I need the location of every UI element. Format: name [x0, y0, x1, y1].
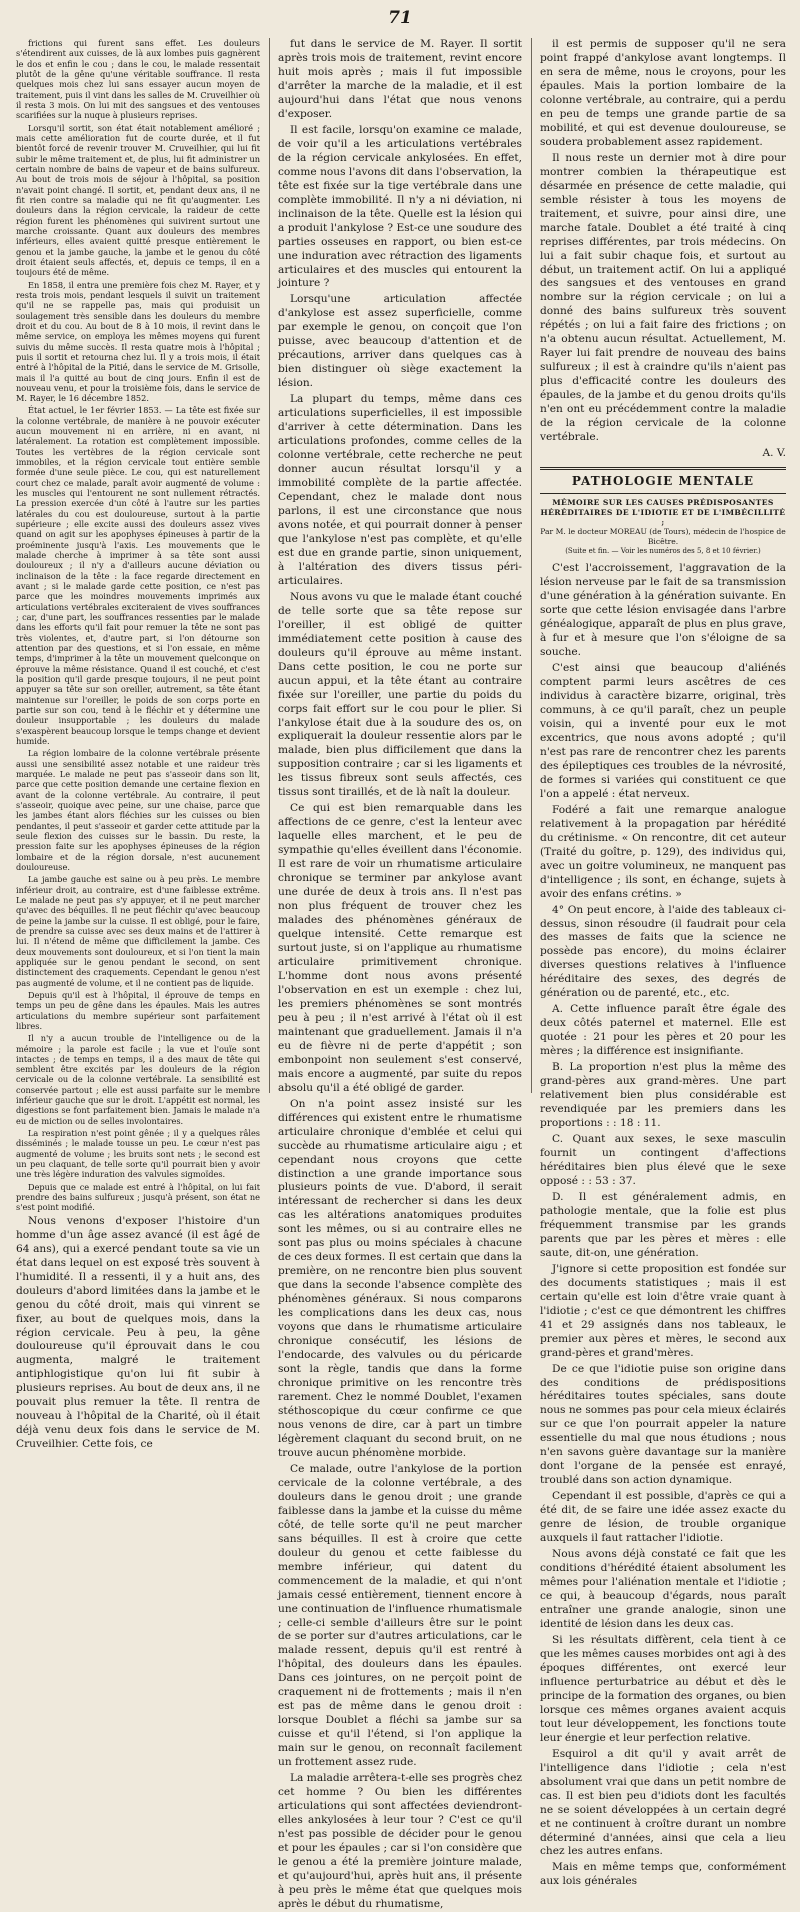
heading-rule: [540, 493, 786, 494]
paragraph: Ce malade, outre l'ankylose de la portion cervicale de la colonne vertébrale, a des douleurs dans le genou droit ; une grande faiblesse dans la jambe et la cuisse du même côté, de telle sorte qu'il ne peut marcher sans béquilles. Il est à croire que cette douleur du genou et cette faiblesse du membre inférieur, qui datent du commencement de la maladie, et qui n'ont jamais cessé entièrement, tiennent encore à une continuation de l'influence rhumatismale ; celle-ci semble d'ailleurs être sur le point de se porter sur d'autres articulations, car le malade ressent, depuis qu'il est rentré à l'hôpital, des douleurs dans les épaules. Dans ces jointures, on ne perçoit point de craquement ni de frottements ; mais il n'en est pas de même dans le genou droit : lorsque Doublet a fléchi sa jambe sur sa cuisse et qu'il l'étend, si l'on applique la main sur le genou, on reconnaît facilement un frottement assez rude.: [278, 1462, 522, 1769]
paragraph: Il n'y a aucun trouble de l'intelligence ou de la mémoire ; la parole est facile ; la vue et l'ouïe sont intactes ; de temps en temps, il a des maux de tête qui semblent être excités par les douleurs de la région cervicale ou de la colonne vertébrale. La sensibilité est conservée partout ; elle est aussi parfaite sur le membre inférieur gauche que sur le droit. L'appétit est normal, les digestions se font parfaitement bien. Jamais le malade n'a eu de miction ou de selles involontaires.: [16, 1033, 260, 1126]
paragraph: Esquirol a dit qu'il y avait arrêt de l'intelligence dans l'idiotie ; cela n'est absolument vrai que dans un petit nombre de cas. Il est bien peu d'idiots dont les facultés ne se soient développées à un certain degré et ne continuent à croître durant un nombre déterminé d'années, ainsi que cela a lieu chez les autres enfans.: [540, 1747, 786, 1858]
paragraph: Depuis que ce malade est entré à l'hôpital, on lui fait prendre des bains sulfureux ; jusqu'à présent, son état ne s'est point modifié.: [16, 1181, 260, 1213]
paragraph: C'est l'accroissement, l'aggravation de la lésion nerveuse par le fait de sa transmission d'une génération à la génération suivante. En sorte que cette lésion envisagée dans l'arbre généalogique, apparaît de plus en plus grave, à fur et à mesure que l'on s'éloigne de sa souche.: [540, 562, 786, 659]
paragraph: Nous avons déjà constaté ce fait que les conditions d'hérédité étaient absolument les mêmes pour l'aliénation mentale et l'idiotie ; ce qui, à beaucoup d'égards, nous paraît entraîner une grande analogie, sinon une identité de lésion dans les deux cas.: [540, 1548, 786, 1630]
column-left: [16, 38, 260, 1451]
paragraph: A. Cette influence paraît être égale des deux côtés paternel et maternel. Elle est quotée : 21 pour les pères et 20 pour les mères ; la différence est insignifiante.: [540, 1003, 786, 1058]
section-heading: PATHOLOGIE MENTALE: [571, 474, 755, 489]
continuation-note: (Suite et fin. — Voir les numéros des 5, 8 et 10 février.): [565, 547, 761, 556]
paragraph: Lorsqu'une articulation affectée d'ankylose est assez superficielle, comme par exemple le genou, on conçoit que l'on puisse, avec beaucoup d'attention et de précautions, arriver dans quelques cas à bien distinguer où siège exactement la lésion.: [278, 293, 522, 390]
paragraph: Fodéré a fait une remarque analogue relativement à la propagation par hérédité du crétinisme. « On rencontre, dit cet auteur (Traité du goître, p. 129), des individus qui, avec un goitre volumineux, ne manquent pas d'intelligence ; ils sont, en échange, sujets à avoir des enfans crétins. »: [540, 803, 786, 900]
column-divider: [269, 38, 270, 1093]
paragraph: Il est facile, lorsqu'on examine ce malade, de voir qu'il a les articulations vertébrales de la région cervicale ankylosées. En effet, comme nous l'avons dit dans l'observation, la tête est fixée sur la tige vertébrale dans une complète immobilité. Il n'y a ni déviation, ni inclinaison de la tête. Quelle est la lésion qui a produit l'ankylose ? Est-ce une soudure des parties osseuses en rapport, ou bien est-ce une induration avec rétraction des ligaments articulaires et des muscles qui entourent la jointure ?: [278, 123, 522, 290]
commentary-text: [16, 1215, 260, 1452]
paragraph: On n'a point assez insisté sur les différences qui existent entre le rhumatisme articulaire chronique d'emblée et celui qui succède au rhumatisme articulaire aigu ; et cependant nous croyons que cette distinction a une grande importance sous plusieurs points de vue. D'abord, il serait intéressant de rechercher si dans les deux cas les altérations anatomiques produites sont les mêmes, ou si au contraire elles ne sont pas plus ou moins spéciales à chacune de ces deux formes. Il est certain que dans la première, on ne rencontre bien plus souvent que dans la seconde l'absence complète des phénomènes généraux. Si nous comparons les complications dans les deux cas, nous voyons que dans le rhumatisme articulaire chronique consécutif, les lésions de l'endocarde, des valvules ou du péricarde sont la règle, tandis que dans la forme chronique primitive on les rencontre très rarement. Chez le nommé Doublet, l'examen stéthoscopique du cœur confirme ce que nous venons de dire, car à part un timbre légèrement claquant du second bruit, on ne trouve aucun phénomène morbide.: [278, 1097, 522, 1459]
paragraph: D. Il est généralement admis, en pathologie mentale, que la folie est plus fréquemment transmise par les grands parents que par les pères et mères : elle saute, dit-on, une génération.: [540, 1190, 786, 1259]
paragraph: B. La proportion n'est plus la même des grand-pères aux grand-mères. Une part relativement bien plus considérable est revendiquée par les premiers dans les proportions : : 18 : 11.: [540, 1061, 786, 1130]
paragraph: frictions qui furent sans effet. Les douleurs s'étendirent aux cuisses, de là aux lombes puis gagnèrent le dos et enfin le cou ; dans le cou, le malade ressentait plutôt de la gêne qu'une véritable souffrance. Il resta quelques mois chez lui sans essayer aucun moyen de traitement, puis il vint dans les salles de M. Cruveilhier où il resta 3 mois. On lui mit des sangsues et des ventouses scarifiées sur la nuque à plusieurs reprises.: [16, 38, 260, 121]
paragraph: Depuis qu'il est à l'hôpital, il éprouve de temps en temps un peu de gêne dans les épaules. Mais les autres articulations du membre supérieur sont parfaitement libres.: [16, 989, 260, 1031]
column-middle: [278, 38, 522, 1910]
paragraph: Il nous reste un dernier mot à dire pour montrer combien la thérapeutique est désarmée en présence de cette maladie, qui semble résister à tous les moyens de traitement, et suivre, pour ainsi dire, une marche fatale. Doublet a été traité à cinq reprises différentes, par trois médecins. On lui a fait subir chaque fois, et surtout au début, un traitement actif. On lui a appliqué des sangsues et des ventouses en grand nombre sur la région cervicale ; on lui a donné des bains sulfureux très souvent répétés ; on lui a fait faire des frictions ; on n'a obtenu aucun résultat. Actuellement, M. Rayer lui fait prendre de nouveau des bains sulfureux ; il est à craindre qu'ils n'aient pas plus d'efficacité contre les douleurs des épaules, de la jambe et du genou droits qu'ils n'en ont eu précédemment contre la maladie de la région cervicale de la colonne vertébrale.: [540, 151, 786, 444]
paragraph: La maladie arrêtera-t-elle ses progrès chez cet homme ? Ou bien les différentes articulations qui sont affectées deviendront-elles ankylosées à leur tour ? C'est ce qu'il n'est pas possible de décider pour le genou et pour les épaules ; car si l'on considère que le genou a été la première jointure malade, et qu'aujourd'hui, après huit ans, il présente à peu près le même état que quelques mois après le début du rhumatisme,: [278, 1772, 522, 1910]
paragraph: En 1858, il entra une première fois chez M. Rayer, et y resta trois mois, pendant lesquels il suivit un traitement qu'il ne se rappelle pas, mais qui produisit un soulagement très sensible dans les douleurs du membre droit et du cou. Au bout de 8 à 10 mois, il revint dans le même service, on employa les mêmes moyens qui furent suivis du même succès. Il resta quatre mois à l'hôpital ; puis il sortit et retourna chez lui. Il y a trois mois, il était entré à l'hôpital de la Pitié, dans le service de M. Grisolle, mais il l'a quitté au bout de cinq jours. Enfin il est de nouveau venu, et pour la troisième fois, dans le service de M. Rayer, le 16 décembre 1852.: [16, 279, 260, 404]
paragraph: C'est ainsi que beaucoup d'aliénés comptent parmi leurs ascêtres de ces individus à caractère bizarre, original, très communs, à ce qu'il paraît, chez un peuple voisin, qui a inventé pour eux le mot excentrics, que nous avons adopté ; qu'il n'est pas rare de rencontrer chez les parents des épileptiques ces troubles de la névrosité, de formes si variées qui constituent ce que l'on a appelé : état nerveux.: [540, 662, 786, 800]
column-right: [540, 38, 786, 1888]
page-number: 71: [388, 8, 412, 28]
observation-text: [16, 38, 260, 1213]
paragraph: J'ignore si cette proposition est fondée sur des documents statistiques ; mais il est certain qu'elle est loin d'être vraie quant à l'idiotie ; c'est ce que démontrent les chiffres 41 et 29 assignés dans nos tableaux, le premier aux pères et mères, le second aux grand-pères et grand'mères.: [540, 1262, 786, 1359]
paragraph: De ce que l'idiotie puise son origine dans des conditions de prédispositions héréditaires toutes spéciales, sans doute nous ne sommes pas pour cela mieux éclairés sur ce que l'on pourrait appeler la nature essentielle du mal que nous étudions ; nous n'en savons guère davantage sur la manière dont l'organe de la pensée est enrayé, troublé dans son action dynamique.: [540, 1362, 786, 1487]
section-divider: [540, 467, 786, 470]
paragraph: Si les résultats diffèrent, cela tient à ce que les mêmes causes morbides ont agi à des époques différentes, ont exercé leur influence perturbatrice au début et dès le principe de la formation des organes, ou bien lorsque ces mêmes organes avaient acquis tout leur développement, les fonctions toute leur énergie et leur perfection relative.: [540, 1633, 786, 1744]
article-title: MÉMOIRE SUR LES CAUSES PRÉDISPOSANTES HÉRÉDITAIRES DE L'IDIOTIE ET DE L'IMBÉCILLITÉ ;: [540, 497, 786, 527]
paragraph: Nous avons vu que le malade étant couché de telle sorte que sa tête repose sur l'oreiller, il est obligé de quitter immédiatement cette position à cause des douleurs qu'il éprouve au même instant. Dans cette position, le cou ne porte sur aucun appui, et la tête étant au contraire fixée sur l'oreiller, une partie du poids du corps fait effort sur le cou pour le plier. Si l'ankylose était due à la soudure des os, on expliquerait la douleur ressentie alors par le malade, bien plus difficilement que dans la supposition contraire ; car si les ligaments et les tissus fibreux sont seuls affectés, ces tissus sont tiraillés, et de là naît la douleur.: [278, 590, 522, 799]
paragraph: Ce qui est bien remarquable dans les affections de ce genre, c'est la lenteur avec laquelle elles marchent, et le peu de sympathie qu'elles éveillent dans l'économie. Il est rare de voir un rhumatisme articulaire chronique se terminer par ankylose avant une durée de deux à trois ans. Il n'est pas non plus fréquent de trouver chez les malades des phénomènes généraux de quelque intensité. Cette remarque est surtout juste, si on l'applique au rhumatisme articulaire primitivement chronique. L'homme dont nous avons présenté l'observation en est un exemple : chez lui, les premiers phénomènes se sont montrés peu à peu ; il n'est arrivé à l'état où il est maintenant que graduellement. Jamais il n'a eu de fièvre ni de perte d'appétit ; son embonpoint non seulement s'est conservé, mais encore a augmenté, par suite du repos absolu qu'il a été obligé de garder.: [278, 802, 522, 1094]
author-signature: A. V.: [762, 447, 786, 460]
paragraph: Cependant il est possible, d'après ce qui a été dit, de se faire une idée assez exacte du genre de lésion, de trouble organique auxquels il faut rattacher l'idiotie.: [540, 1490, 786, 1545]
paragraph: il est permis de supposer qu'il ne sera point frappé d'ankylose avant longtemps. Il en sera de même, nous le croyons, pour les épaules. Mais la portion lombaire de la colonne vertébrale, au contraire, qui a perdu en peu de temps une grande partie de sa mobilité, et qui est devenue douloureuse, se soudera probablement assez rapidement.: [540, 38, 786, 148]
paragraph: fut dans le service de M. Rayer. Il sortit après trois mois de traitement, revint encore huit mois après ; mais il fut impossible d'arrêter la marche de la maladie, et il est aujourd'hui dans l'état que nous venons d'exposer.: [278, 38, 522, 120]
paragraph: Nous venons d'exposer l'histoire d'un homme d'un âge assez avancé (il est âgé de 64 ans), qui a exercé pendant toute sa vie un état dans lequel on est exposé très souvent à l'humidité. Il a ressenti, il y a huit ans, des douleurs d'abord limitées dans la jambe et le genou du côté droit, mais qui vinrent se fixer, au bout de quelques mois, dans la région cervicale. Peu à peu, la gêne douloureuse qu'il éprouvait dans le cou augmenta, malgré le traitement antiphlogistique qu'on lui fit subir à plusieurs reprises. Au bout de deux ans, il ne pouvait plus remuer la tête. Il rentra de nouveau à l'hôpital de la Charité, où il était déjà venu deux fois dans le service de M. Cruveilhier. Cette fois, ce: [16, 1214, 260, 1451]
paragraph: La respiration n'est point gênée ; il y a quelques râles disséminés ; le malade tousse un peu. Le cœur n'est pas augmenté de volume ; les bruits sont nets ; le second est un peu claquant, de telle sorte qu'il pourrait bien y avoir une très légère induration des valvules sigmoïdes.: [16, 1128, 260, 1180]
paragraph: La jambe gauche est saine ou à peu près. Le membre inférieur droit, au contraire, est d'une faiblesse extrême. Le malade ne peut pas s'y appuyer, et il ne peut marcher qu'avec des béquilles. Il ne peut fléchir qu'avec beaucoup de peine la jambe sur la cuisse. Il est obligé, pour le faire, de prendre sa cuisse avec ses deux mains et de l'attirer à lui. Il n'étend de même que difficilement la jambe. Ces deux mouvements sont douloureux, et si l'on tient la main appliquée sur le genou pendant le second, on sent distinctement des craquements. Cependant le genou n'est pas augmenté de volume, et il ne contient pas de liquide.: [16, 874, 260, 988]
paragraph: État actuel, le 1er février 1853. — La tête est fixée sur la colonne vertébrale, de manière à ne pouvoir exécuter aucun mouvement ni en arrière, ni en avant, ni latéralement. La rotation est complètement impossible. Toutes les vertèbres de la région cervicale sont immobiles, et la région cervicale tout entière semble formée d'une seule pièce. Le cou, qui est naturellement court chez ce malade, paraît avoir augmenté de volume : les muscles qui l'entourent ne sont nullement rétractés. La pression exercée d'un côté à l'autre sur les parties latérales du cou est douloureuse, surtout à la partie supérieure ; elle excite aussi des douleurs assez vives quand on agit sur les apophyses épineuses à partir de la proéminente jusqu'à l'axis. Les mouvements que le malade cherche à imprimer à sa tête sont aussi douloureux ; il n'y a d'ailleurs aucune déviation ou inclinaison de la tête : la face regarde directement en avant ; si le malade garde cette position, ce n'est pas parce que les moindres mouvements imprimés aux articulations vertébrales exciteraient de vives souffrances ; car, d'une part, les souffrances ressenties par le malade dans les efforts qu'il fait pour remuer la tête ne sont pas très violentes, et, d'autre part, si l'on détourne son attention par des questions, et si l'on essaie, en même temps, d'imprimer à la tête un mouvement quelconque on éprouve la même résistance. Quand il est couché, et c'est la position qu'il garde presque toujours, il ne peut point appuyer sa tête sur son oreiller, autrement, sa tête étant maintenue sur l'oreiller, le poids de son corps porte en partie sur son cou, tend à le fléchir et y détermine une douleur insupportable ; les douleurs du malade s'exaspèrent beaucoup lorsque le temps change et devient humide.: [16, 405, 260, 746]
author-line: Par M. le docteur MOREAU (de Tours), médecin de l'hospice de Bicêtre.: [540, 527, 786, 547]
paragraph: La plupart du temps, même dans ces articulations superficielles, il est impossible d'arriver à cette détermination. Dans les articulations profondes, comme celles de la colonne vertébrale, cette recherche ne peut donner aucun résultat lorsqu'il y a immobilité complète de la partie affectée. Cependant, chez le malade dont nous parlons, il est une circonstance que nous avons notée, et qui pourrait donner à penser que l'ankylose n'est pas complète, et qu'elle est due en grande partie, sinon uniquement, à l'altération des divers tissus péri-articulaires.: [278, 393, 522, 587]
paragraph: Mais en même temps que, conformément aux lois générales: [540, 1861, 786, 1888]
paragraph: La région lombaire de la colonne vertébrale présente aussi une sensibilité assez notable et une raideur très marquée. Le malade ne peut pas s'asseoir dans son lit, parce que cette position demande une certaine flexion en avant de la colonne vertébrale. Au contraire, il peut s'asseoir, quoique avec peine, sur une chaise, parce que les jambes étant alors fléchies sur les cuisses ou bien pendantes, il peut s'asseoir et garder cette attitude par la seule flexion des cuisses sur le bassin. Du reste, la pression faite sur les apophyses épineuses de la région lombaire et de la région dorsale, n'est aucunement douloureuse.: [16, 748, 260, 872]
column-divider: [531, 38, 532, 1093]
paragraph: 4° On peut encore, à l'aide des tableaux ci-dessus, sinon résoudre (il faudrait pour cela des masses de faits que la science ne possède pas encore), du moins éclairer diverses questions relatives à l'influence héréditaire des sexes, des degrés de génération ou de parenté, etc., etc.: [540, 903, 786, 1000]
paragraph: Lorsqu'il sortit, son état était notablement amélioré ; mais cette amélioration fut de courte durée, et il fut bientôt forcé de revenir trouver M. Cruveilhier, qui lui fit subir le même traitement et, de plus, lui fit administrer un certain nombre de bains de vapeur et de bains sulfureux. Au bout de trois mois de séjour à l'hôpital, sa position n'avait point changé. Il sortit, et, pendant deux ans, il ne fit rien contre sa maladie qui ne fit qu'augmenter. Les douleurs dans la région cervicale, la raideur de cette région furent les phénomènes qui suivirent surtout une marche croissante. Quant aux douleurs des membres inférieurs, elles avaient quitté presque entièrement le genou et la jambe gauche, la jambe et le genou du côté droit étaient seuls affectés, et, depuis ce temps, il en a toujours été de même.: [16, 122, 260, 278]
paragraph: C. Quant aux sexes, le sexe masculin fournit un contingent d'affections héréditaires bien plus élevé que le sexe opposé : : 53 : 37.: [540, 1133, 786, 1187]
article-byline: [540, 527, 786, 556]
